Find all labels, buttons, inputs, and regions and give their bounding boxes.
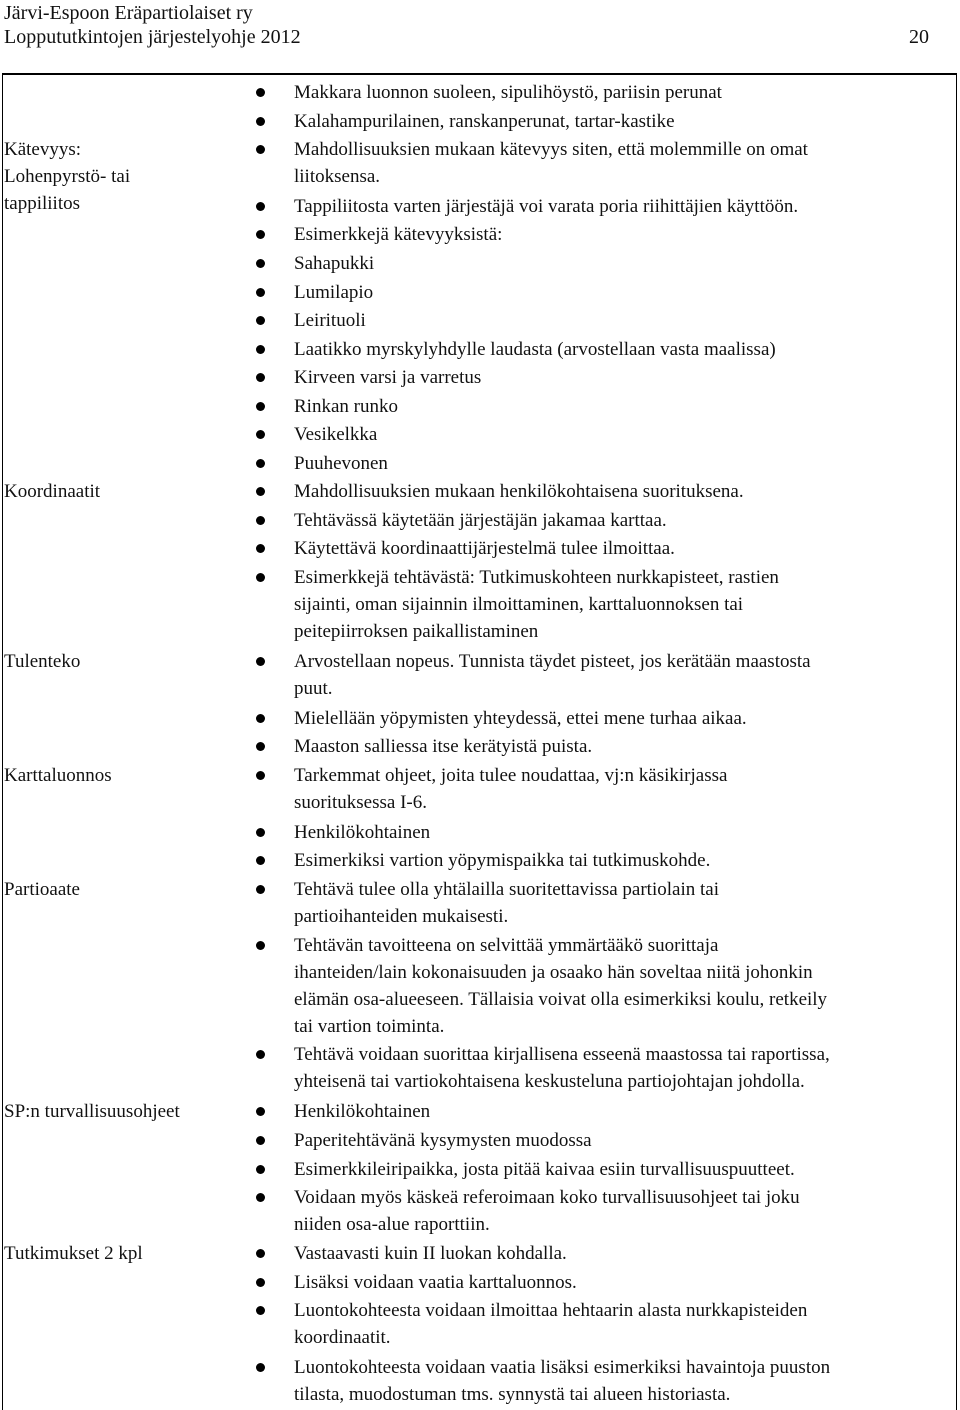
list-item-text: Henkilökohtainen: [294, 822, 431, 843]
list-item-text: Leirituoli: [294, 310, 366, 331]
bullet-icon: [256, 145, 265, 154]
list-item-text: Arvostellaan nopeus. Tunnista täydet pisteet, jos kerätään maastosta: [294, 651, 811, 672]
list-item-text: Mahdollisuuksien mukaan henkilökohtaisena suorituksena.: [294, 481, 744, 502]
bullet-icon: [256, 885, 265, 894]
list-item-text: Luontokohteesta voidaan ilmoittaa hehtaarin alasta nurkkapisteiden: [294, 1300, 808, 1321]
list-item-text: puut.: [294, 678, 333, 699]
row-label-line: Kätevyys:: [4, 139, 82, 160]
bullet-icon: [256, 1136, 265, 1145]
bullet-icon: [256, 1165, 265, 1174]
list-item: [294, 250, 956, 277]
bullet-icon: [256, 941, 265, 950]
list-item-text: partioihanteiden mukaisesti.: [294, 906, 509, 927]
row-label-line: Tutkimukset 2 kpl: [4, 1243, 143, 1264]
list-item-text: ihanteiden/lain kokonaisuuden ja osaako hän soveltaa niitä johonkin: [294, 962, 813, 983]
list-item: [294, 564, 956, 645]
bullet-icon: [256, 117, 265, 126]
list-item-text: Sahapukki: [294, 253, 375, 274]
list-item-text: Makkara luonnon suoleen, sipulihöystö, pariisin perunat: [294, 82, 722, 103]
list-item-text: Rinkan runko: [294, 396, 398, 417]
bullet-icon: [256, 828, 265, 837]
list-item: [294, 221, 956, 248]
list-item-text: Tehtävän tavoitteena on selvittää ymmärtääkö suorittaja: [294, 935, 719, 956]
bullet-icon: [256, 516, 265, 525]
bullet-icon: [256, 316, 265, 325]
list-item-text: Tarkemmat ohjeet, joita tulee noudattaa, vj:n käsikirjassa: [294, 765, 728, 786]
list-item-text: tilasta, muodostuman tms. synnystä tai alueen historiasta.: [294, 1384, 731, 1405]
bullet-icon: [256, 1278, 265, 1287]
list-item: [294, 705, 956, 732]
list-item-text: Puuhevonen: [294, 453, 388, 474]
bullet-icon: [256, 230, 265, 239]
row-label-line: Tulenteko: [4, 651, 81, 672]
row-label-line: SP:n turvallisuusohjeet: [4, 1101, 180, 1122]
list-item-text: Kalahampurilainen, ranskanperunat, tartar-kastike: [294, 111, 675, 132]
bullet-icon: [256, 402, 265, 411]
bullet-icon: [256, 373, 265, 382]
list-item: [294, 478, 956, 505]
list-item: [294, 876, 956, 930]
bullet-icon: [256, 345, 265, 354]
bullet-icon: [256, 1306, 265, 1315]
bullet-icon: [256, 1363, 265, 1372]
list-item: [294, 279, 956, 306]
list-item: [294, 1156, 956, 1183]
bullet-icon: [256, 1193, 265, 1202]
list-item-text: elämän osa-alueeseen. Tällaisia voivat olla esimerkiksi koulu, retkeily: [294, 989, 828, 1010]
list-item: [294, 507, 956, 534]
list-item-text: Tappiliitosta varten järjestäjä voi varata poria riihittäjien käyttöön.: [294, 196, 799, 217]
bullet-icon: [256, 259, 265, 268]
list-item-text: Tehtävä voidaan suorittaa kirjallisena esseenä maastossa tai raportissa,: [294, 1044, 830, 1065]
list-item-text: Vastaavasti kuin II luokan kohdalla.: [294, 1243, 567, 1264]
row-label: [4, 876, 224, 903]
list-item-text: liitoksensa.: [294, 166, 381, 187]
list-item-text: tai vartion toiminta.: [294, 1016, 445, 1037]
list-item: [294, 364, 956, 391]
list-item: [294, 193, 956, 220]
list-item: [294, 1098, 956, 1125]
list-item: [294, 421, 956, 448]
list-item-text: Mielellään yöpymisten yhteydessä, ettei mene turhaa aikaa.: [294, 708, 747, 729]
row-label: [4, 136, 224, 217]
row-label-line: Koordinaatit: [4, 481, 101, 502]
list-item: [294, 847, 956, 874]
list-item: [294, 535, 956, 562]
row-label: [4, 478, 224, 505]
bullet-icon: [256, 1107, 265, 1116]
row-label: [4, 648, 224, 675]
list-item-text: Vesikelkka: [294, 424, 378, 445]
list-item-text: Tehtävä tulee olla yhtälailla suoritettavissa partiolain tai: [294, 879, 719, 900]
row-label-line: Partioaate: [4, 879, 80, 900]
bullet-icon: [256, 1249, 265, 1258]
row-label: [4, 1240, 224, 1267]
list-item-text: Esimerkiksi vartion yöpymispaikka tai tutkimuskohde.: [294, 850, 711, 871]
list-item-text: Käytettävä koordinaattijärjestelmä tulee ilmoittaa.: [294, 538, 675, 559]
list-item: [294, 1041, 956, 1095]
list-item-text: niiden osa-alue raporttiin.: [294, 1214, 490, 1235]
list-item: [294, 1240, 956, 1267]
list-item-text: sijainti, oman sijainnin ilmoittaminen, karttaluonnoksen tai: [294, 594, 744, 615]
list-item-text: Tehtävässä käytetään järjestäjän jakamaa karttaa.: [294, 510, 667, 531]
list-item: [294, 393, 956, 420]
list-item-text: Lisäksi voidaan vaatia karttaluonnos.: [294, 1272, 577, 1293]
list-item-text: Voidaan myös käskeä referoimaan koko turvallisuusohjeet tai joku: [294, 1187, 800, 1208]
list-item: [294, 79, 956, 106]
bullet-icon: [256, 88, 265, 97]
bullet-icon: [256, 288, 265, 297]
list-item: [294, 733, 956, 760]
list-item-text: peitepiirroksen paikallistaminen: [294, 621, 539, 642]
list-item: [294, 1269, 956, 1296]
list-item-text: Laatikko myrskylyhdylle laudasta (arvostellaan vasta maalissa): [294, 339, 776, 360]
list-item: [294, 1297, 956, 1351]
list-item-text: suorituksessa I-6.: [294, 792, 427, 813]
list-item: [294, 136, 956, 190]
document-title: Loppututkintojen järjestelyohje 2012: [4, 26, 301, 48]
list-item: [294, 819, 956, 846]
list-item: [294, 450, 956, 477]
list-item: [294, 108, 956, 135]
row-label: [4, 762, 224, 789]
row-label-line: Lohenpyrstö- tai: [4, 166, 131, 187]
row-label-line: tappiliitos: [4, 193, 80, 214]
bullet-icon: [256, 714, 265, 723]
list-item: [294, 1184, 956, 1238]
bullet-icon: [256, 1050, 265, 1059]
bullet-icon: [256, 544, 265, 553]
list-item-text: Luontokohteesta voidaan vaatia lisäksi esimerkiksi havaintoja puuston: [294, 1357, 831, 1378]
list-item: [294, 1354, 956, 1408]
list-item-text: Mahdollisuuksien mukaan kätevyys siten, että molemmille on omat: [294, 139, 808, 160]
row-label: [4, 1098, 224, 1125]
list-item-text: Esimerkkileiripaikka, josta pitää kaivaa esiin turvallisuuspuutteet.: [294, 1159, 795, 1180]
list-item-text: Lumilapio: [294, 282, 374, 303]
bullet-icon: [256, 430, 265, 439]
list-item: [294, 336, 956, 363]
list-item: [294, 762, 956, 816]
list-item-text: yhteisenä tai vartiokohtaisena keskusteluna partiojohtajan johdolla.: [294, 1071, 805, 1092]
bullet-icon: [256, 487, 265, 496]
list-item-text: Kirveen varsi ja varretus: [294, 367, 482, 388]
list-item: [294, 932, 956, 1040]
page-header: [4, 0, 929, 60]
bullet-icon: [256, 856, 265, 865]
list-item: [294, 1127, 956, 1154]
organization-name: Järvi-Espoon Eräpartiolaiset ry: [4, 2, 253, 24]
bullet-icon: [256, 202, 265, 211]
list-item-text: Esimerkkejä kätevyyksistä:: [294, 224, 503, 245]
bullet-icon: [256, 657, 265, 666]
list-item: [294, 307, 956, 334]
list-item-text: koordinaatit.: [294, 1327, 391, 1348]
list-item-text: Maaston salliessa itse kerätyistä puista.: [294, 736, 593, 757]
list-item-text: Henkilökohtainen: [294, 1101, 431, 1122]
bullet-icon: [256, 771, 265, 780]
page-number: 20: [909, 26, 929, 48]
list-item: [294, 648, 956, 702]
bullet-icon: [256, 459, 265, 468]
bullet-icon: [256, 573, 265, 582]
bullet-icon: [256, 742, 265, 751]
list-item-text: Paperitehtävänä kysymysten muodossa: [294, 1130, 592, 1151]
row-label-line: Karttaluonnos: [4, 765, 112, 786]
list-item-text: Esimerkkejä tehtävästä: Tutkimuskohteen nurkkapisteet, rastien: [294, 567, 779, 588]
